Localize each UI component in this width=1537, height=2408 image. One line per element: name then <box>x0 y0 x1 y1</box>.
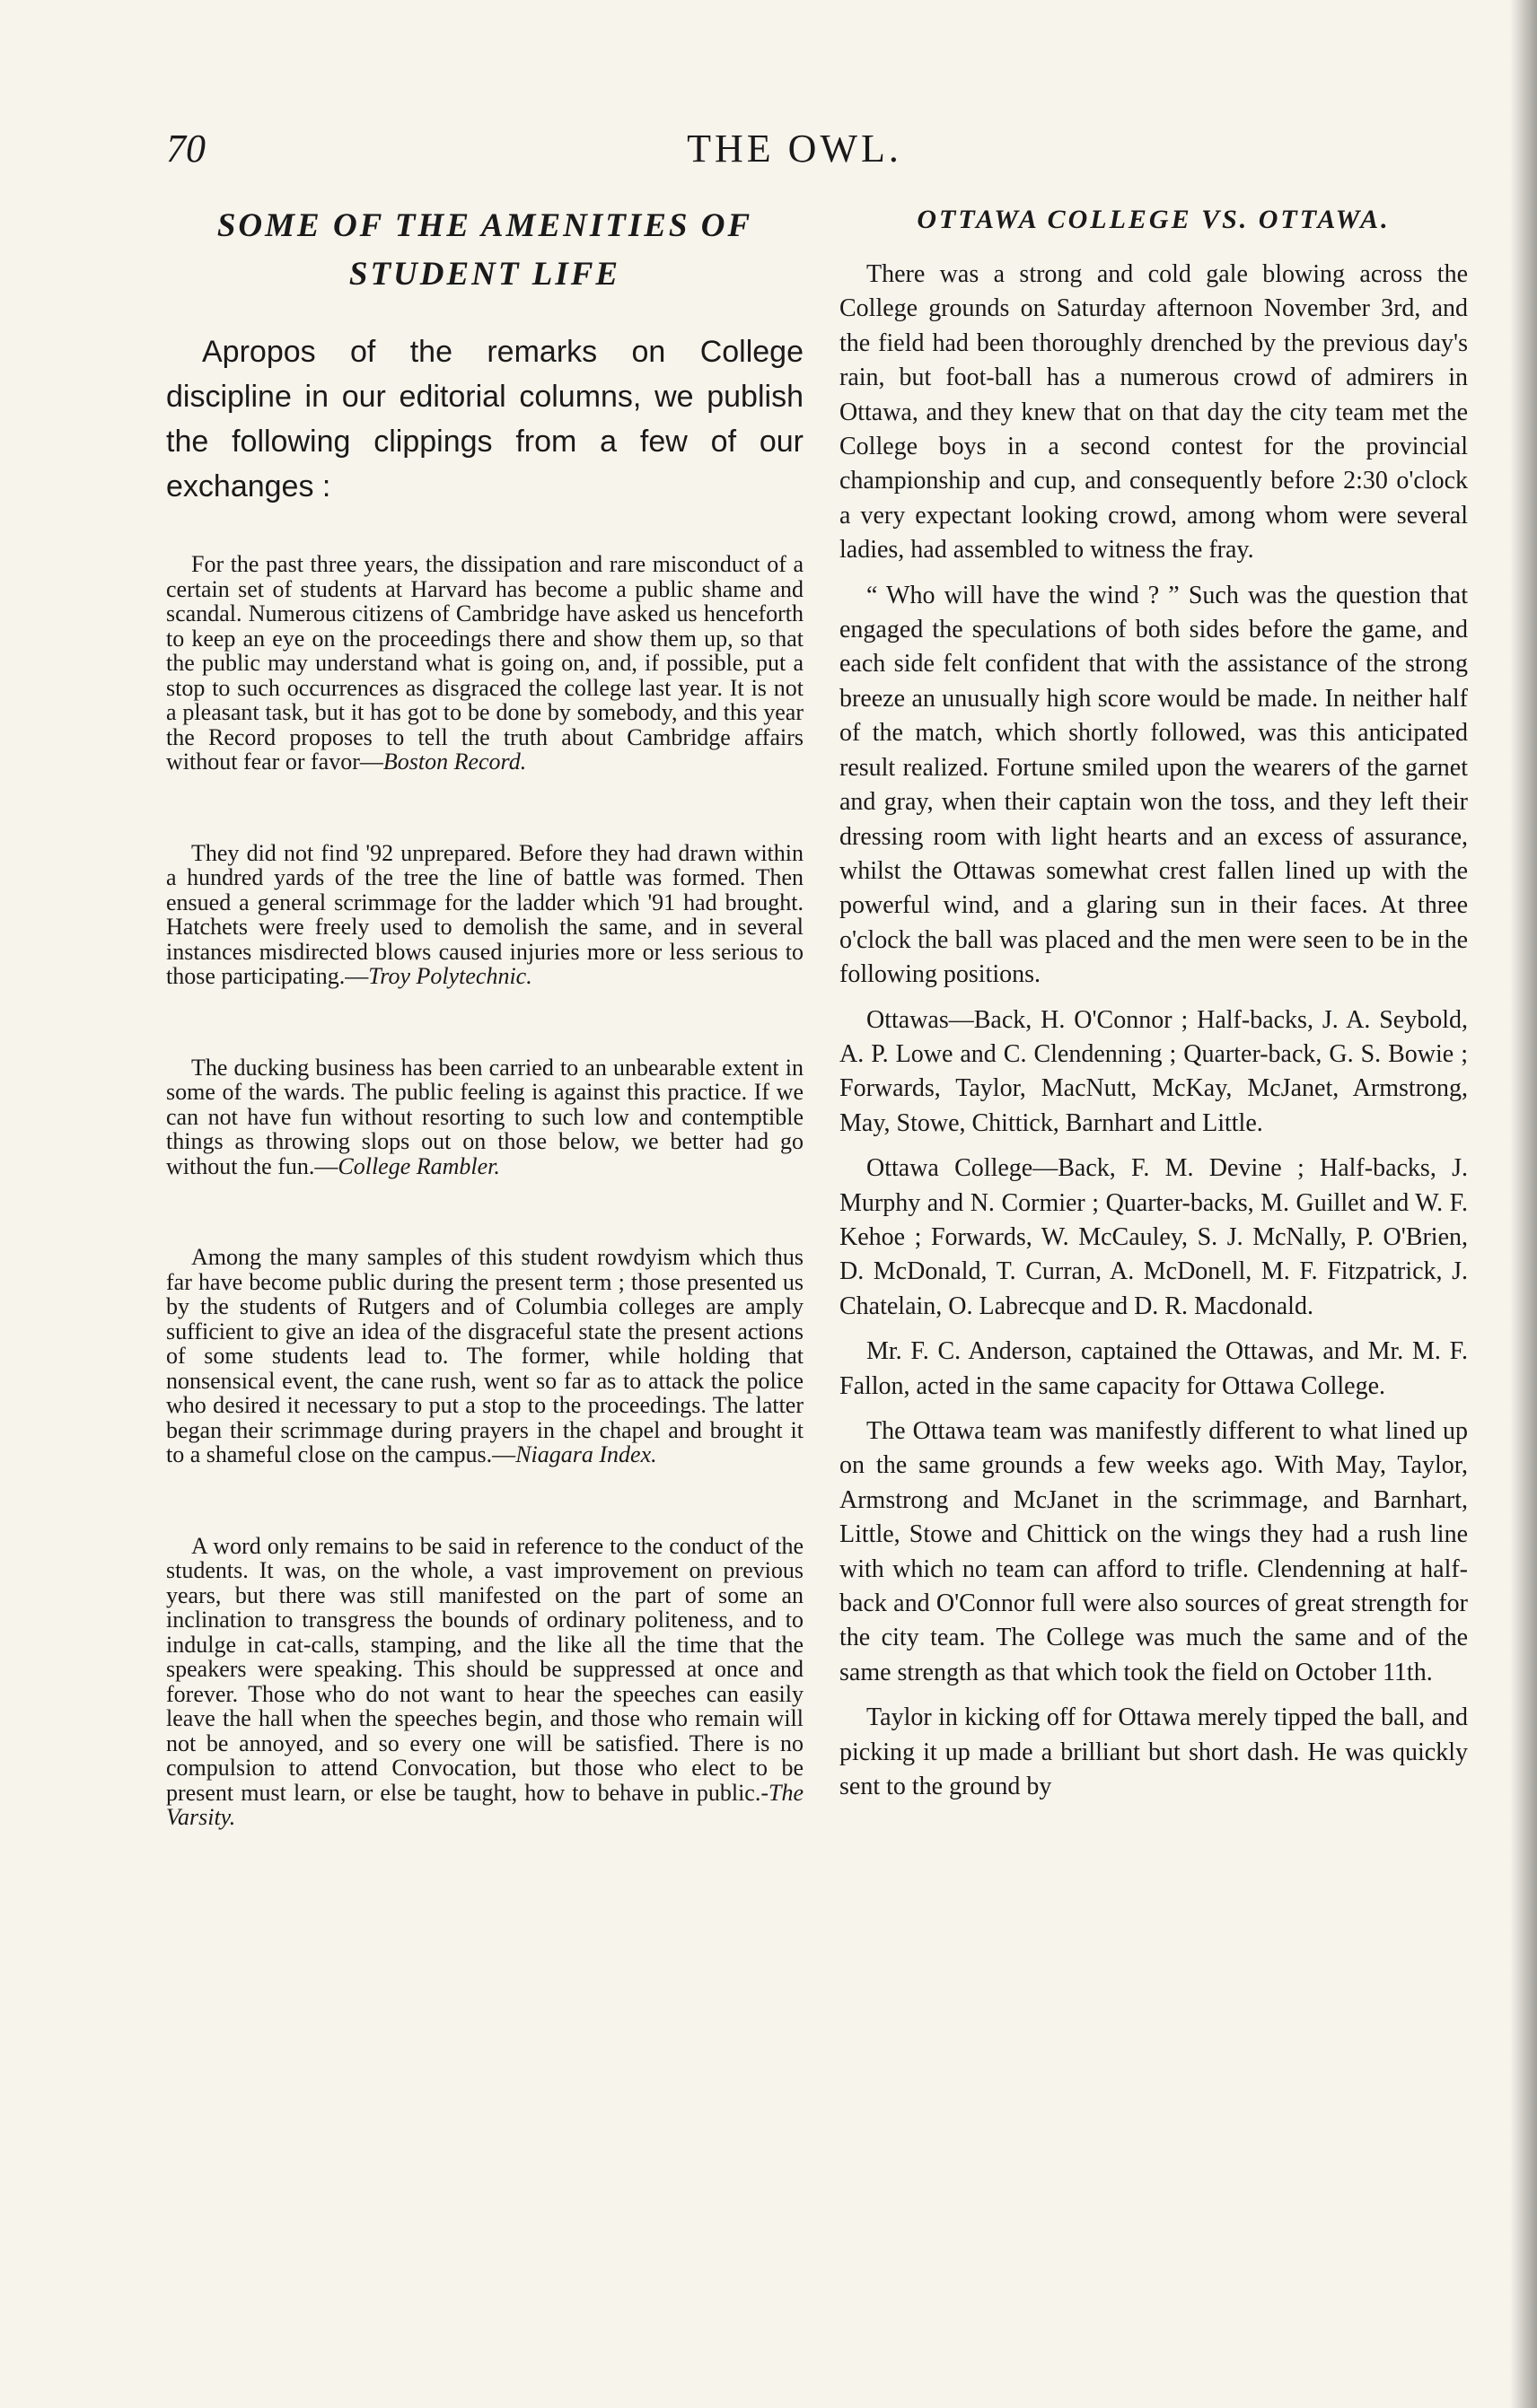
clipping-source: Niagara Index. <box>515 1441 657 1467</box>
article-title-football: OTTAWA COLLEGE VS. OTTAWA. <box>917 205 1391 234</box>
clipping-text: They did not find '92 unprepared. Before they had drawn within a hundred yards of the tree the line of battle was formed. Then ensued a general scrimmage for the ladder which '91 had brought. Hatchets were freely used to demolish the same, and in several instances misdirected blows caused injuries more or less serious to those participating.— <box>166 839 804 989</box>
page-edge-shadow <box>1510 0 1537 2408</box>
clipping-source: Boston Record. <box>382 749 527 775</box>
clipping-text: A word only remains to be said in reference to the conduct of the students. It was, on the whole, a vast improvement on previous years, but there was still manifested on the part of some an inclination to transgress the bounds of ordinary politeness, and to indulge in cat-calls, stamping, and the like all the time that the speakers were speaking. This should be suppressed at once and forever. Those who do not want to hear the speeches can easily leave the hall when the speeches begin, and those who remain will not be annoyed, and so every one will be satisfied. There is no compulsion to attend Convocation, but those who elect to be present must learn, or else be taught, how to behave in public.- <box>166 1532 804 1806</box>
report-paragraph: Taylor in kicking off for Ottawa merely tipped the ball, and picking it up made a brilliant but short dash. He was quickly sent to the ground by <box>839 1703 1468 1801</box>
right-column <box>839 202 1468 1815</box>
title-line-1: SOME OF THE AMENITIES OF <box>216 207 753 244</box>
clipping-source: College Rambler. <box>338 1152 500 1179</box>
report-paragraph: There was a strong and cold gale blowing across the College grounds on Saturday afternoon November 3rd, and the field had been thoroughly drenched by the previous day's rain, but foot-ball has a numerous crowd of admirers in Ottawa, and they knew that on that day the city team met the College boys in a second contest for the provincial championship and cup, and consequently before 2:30 o'clock a very expectant looking crowd, among whom were several ladies, had assembled to witness the fray. <box>839 260 1468 565</box>
page-header <box>166 126 1423 180</box>
clipping-text: For the past three years, the dissipation and rare misconduct of a certain set of students at Harvard has become a public shame and scandal. Numerous citizens of Cambridge have asked us henceforth to keep an eye on the proceedings there and show them up, so that the public may understand what is going on, and, if possible, put a stop to such occurrences as disgraced the college last year. It is not a pleasant task, but it has got to be done by somebody, and this year the Record proposes to tell the truth about Cambridge affairs without fear or favor— <box>166 551 804 775</box>
clipping-source: The Varsity. <box>166 1779 804 1830</box>
report-paragraph: “ Who will have the wind ? ” Such was the question that engaged the speculations of both sides before the game, and each side felt confident that with the assistance of the strong breeze an unusually high score would be made. In neither half of the match, which shortly followed, was this anticipated result realized. Fortune smiled upon the wearers of the garnet and gray, when their captain won the toss, and they left their dressing room with light hearts and an excess of assurance, whilst the Ottawas somewhat crest fallen lined up with the powerful wind, and a glaring sun in their faces. At three o'clock the ball was placed and the men were seen to be in the following positions. <box>839 581 1468 989</box>
report-paragraph: Ottawas—Back, H. O'Connor ; Half-backs, J. A. Seybold, A. P. Lowe and C. Clendenning ; Quarter-back, G. S. Bowie ; Forwards, Taylor, MacNutt, McKay, McJanet, Armstrong, May, Stowe, Chittick, Barnhart and Little. <box>839 1005 1468 1137</box>
article-title-amenities <box>166 202 804 299</box>
clipping-troy <box>166 841 804 989</box>
clipping-niagara <box>166 1245 804 1467</box>
left-column <box>166 202 804 1896</box>
report-paragraph: Mr. F. C. Anderson, captained the Ottawas, and Mr. M. F. Fallon, acted in the same capacity for Ottawa College. <box>839 1337 1468 1400</box>
page-number: 70 <box>166 127 206 171</box>
clipping-source: Troy Polytechnic. <box>368 963 532 989</box>
journal-title: THE OWL. <box>687 127 902 171</box>
report-paragraph: Ottawa College—Back, F. M. Devine ; Half-backs, J. Murphy and N. Cormier ; Quarter-backs, M. Guillet and W. F. Kehoe ; Forwards, W. McCauley, S. J. McNally, P. O'Brien, D. McDonald, T. Curran, A. McDonell, M. F. Fitzpatrick, J. Chatelain, O. Labrecque and D. R. Macdonald. <box>839 1154 1468 1320</box>
intro-paragraph: Apropos of the remarks on College discipline in our editorial columns, we publish the following clippings from a few of our exchanges : <box>166 335 804 503</box>
clipping-text: The ducking business has been carried to an unbearable extent in some of the wards. The public feeling is against this practice. If we can not have fun without resorting to such low and contemptible things as throwing slops out on those below, we better had go without the fun.— <box>166 1054 804 1179</box>
clipping-text: Among the many samples of this student rowdyism which thus far have become public during the present term ; those presented us by the students of Rutgers and of Columbia colleges are amply sufficient to give an idea of the disgraceful state the present actions of some students lead to. The former, while holding that nonsensical event, the cane rush, went so far as to attack the police who desired it necessary to put a stop to the proceedings. The latter began their scrimmage during prayers in the chapel and brought it to a shameful close on the campus.— <box>166 1244 804 1467</box>
clipping-rambler <box>166 1055 804 1179</box>
title-line-2: STUDENT LIFE <box>348 256 621 293</box>
report-paragraph: The Ottawa team was manifestly different to what lined up on the same grounds a few weeks ago. With May, Taylor, Armstrong and McJanet in the scrimmage, and Barnhart, Little, Stowe and Chittick on the wings they had a rush line with which no team can afford to trifle. Clendenning at half-back and O'Connor full were also sources of great strength for the city team. The College was much the same and of the same strength as that which took the field on October 11th. <box>839 1417 1468 1686</box>
clipping-varsity <box>166 1534 804 1830</box>
clipping-boston <box>166 552 804 775</box>
